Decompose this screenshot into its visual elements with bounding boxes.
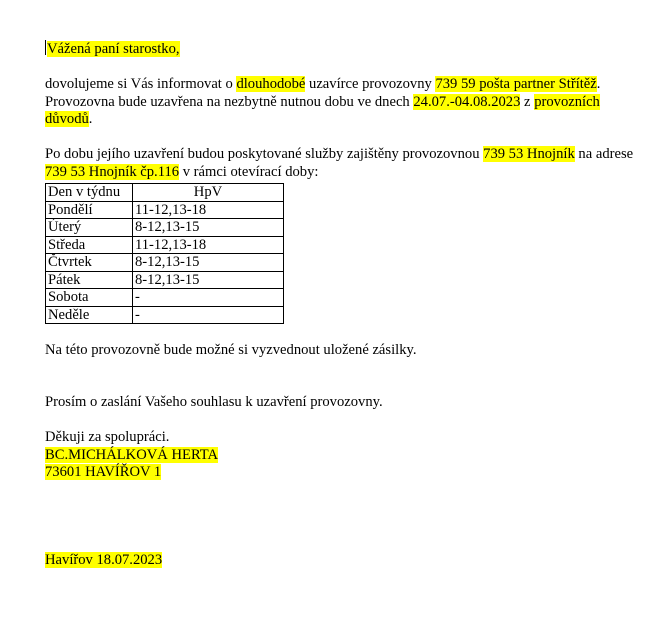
text: Provozovna bude uzavřena na nezbytně nutnou dobu ve dnech	[45, 93, 414, 110]
hours-cell: 8-12,13-15	[133, 254, 284, 272]
day-cell: Neděle	[46, 306, 133, 324]
spacer	[45, 517, 645, 535]
day-cell: Sobota	[46, 289, 133, 307]
table-row	[46, 271, 284, 289]
text: dovolujeme si Vás informovat o	[45, 76, 237, 92]
highlight-address: 739 53 Hnojník čp.116	[45, 163, 180, 180]
para1-line2	[45, 94, 645, 112]
day-cell: Čtvrtek	[46, 254, 133, 272]
consent-request: Prosím o zaslání Vašeho souhlasu k uzavření provozovny.	[45, 394, 383, 410]
thanks-line: Děkuji za spolupráci.	[45, 429, 170, 445]
para2-line1	[45, 146, 645, 164]
header-day: Den v týdnu	[46, 184, 133, 202]
spacer	[45, 482, 645, 500]
text: na adrese	[574, 146, 634, 162]
signature-name-line	[45, 447, 645, 465]
spacer	[45, 324, 645, 342]
para1-line1	[45, 76, 645, 94]
hours-cell: -	[133, 306, 284, 324]
text-cursor	[45, 40, 46, 55]
highlight-reason-cont: důvodů	[45, 111, 89, 127]
hours-cell: 11-12,13-18	[133, 201, 284, 219]
place-date: Havířov 18.07.2023	[45, 551, 163, 568]
signature-address: 73601 HAVÍŘOV 1	[45, 464, 162, 480]
table-row	[46, 254, 284, 272]
hours-cell: 8-12,13-15	[133, 271, 284, 289]
hours-cell: 8-12,13-15	[133, 219, 284, 237]
greeting: Vážená paní starostko,	[47, 41, 180, 57]
highlight-office: 739 59 pošta partner Střítěž	[435, 76, 597, 92]
day-cell: Středa	[46, 236, 133, 254]
spacer	[45, 359, 645, 377]
text: z	[520, 93, 535, 110]
spacer	[45, 412, 645, 430]
letter-document	[45, 40, 645, 569]
para2-line2	[45, 164, 645, 182]
spacer	[45, 129, 645, 147]
highlight-duration: dlouhodobé	[236, 76, 306, 92]
spacer	[45, 377, 645, 395]
spacer	[45, 534, 645, 552]
spacer	[45, 59, 645, 77]
spacer	[45, 499, 645, 517]
day-cell: Pátek	[46, 271, 133, 289]
text: v rámci otevírací doby:	[179, 163, 319, 180]
pickup-note: Na této provozovně bude možné si vyzvednout uložené zásilky.	[45, 341, 417, 358]
table-row	[46, 201, 284, 219]
opening-hours-table	[45, 183, 284, 324]
table-row	[46, 306, 284, 324]
text: Po dobu jejího uzavření budou poskytované služby zajištěny provozovnou	[45, 146, 484, 162]
text: .	[596, 76, 601, 92]
highlight-alt-office: 739 53 Hnojník	[483, 146, 575, 162]
signature-name: BC.MICHÁLKOVÁ HERTA	[45, 446, 219, 463]
day-cell: Pondělí	[46, 201, 133, 219]
signature-address-line	[45, 464, 645, 482]
day-cell: Úterý	[46, 219, 133, 237]
table-header-row	[46, 184, 284, 202]
greeting-line	[45, 40, 645, 59]
table-row	[46, 236, 284, 254]
header-hours: HpV	[133, 184, 284, 202]
table-row	[46, 289, 284, 307]
highlight-reason: provozních	[534, 93, 600, 110]
text: .	[88, 111, 93, 127]
highlight-dates: 24.07.-04.08.2023	[413, 93, 521, 110]
hours-cell: -	[133, 289, 284, 307]
place-date-line	[45, 552, 645, 570]
text: uzavírce provozovny	[305, 76, 436, 92]
table-row	[46, 219, 284, 237]
hours-cell: 11-12,13-18	[133, 236, 284, 254]
para1-line3	[45, 111, 645, 129]
